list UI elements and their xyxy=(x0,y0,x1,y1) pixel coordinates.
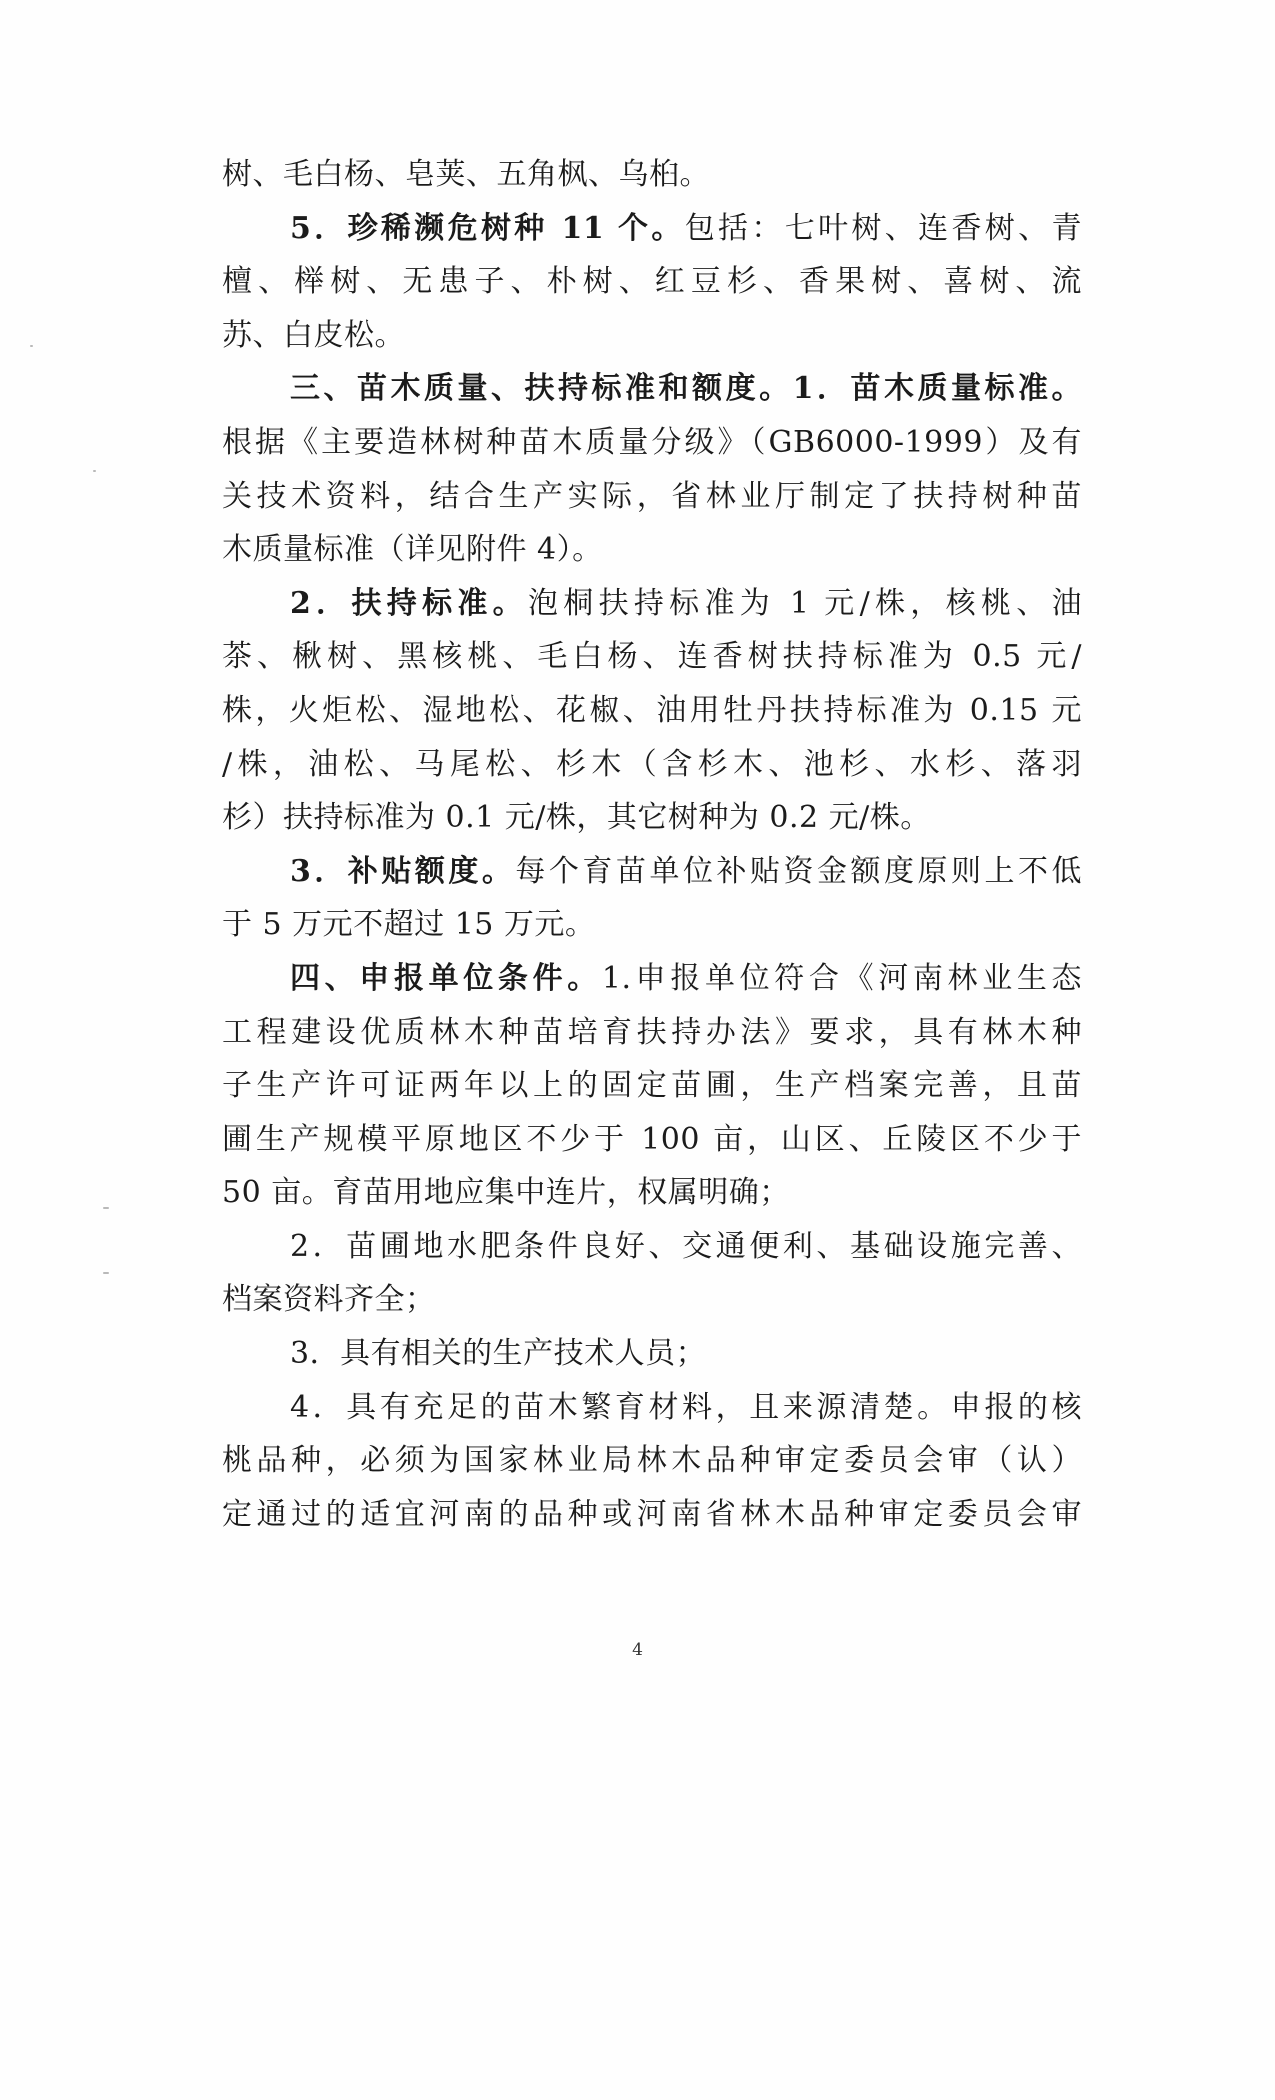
text-line xyxy=(222,202,1082,256)
bold-heading: 5．珍稀濒危树种 11 个。 xyxy=(290,210,685,246)
line-text: 每个育苗单位补贴资金额度原则上不低 xyxy=(515,853,1082,889)
text-line xyxy=(222,1434,1082,1488)
line-text: 1.申报单位符合《河南林业生态 xyxy=(601,960,1082,996)
text-line xyxy=(222,1488,1082,1542)
line-text: 檀、榉树、无患子、朴树、红豆杉、香果树、喜树、流 xyxy=(222,264,1082,300)
text-line xyxy=(222,684,1082,738)
bold-heading: 3．补贴额度。 xyxy=(290,853,516,889)
scan-speck xyxy=(30,345,33,347)
text-line xyxy=(222,738,1082,792)
line-text: 树、毛白杨、皂荚、五角枫、乌桕。 xyxy=(222,157,710,192)
line-text: 包括：七叶树、连香树、青 xyxy=(684,210,1082,246)
line-text: 圃生产规模平原地区不少于 100 亩，山区、丘陵区不少于 xyxy=(222,1121,1082,1157)
text-line xyxy=(222,309,1082,363)
line-text: 2．苗圃地水肥条件良好、交通便利、基础设施完善、 xyxy=(290,1228,1082,1264)
text-line xyxy=(222,416,1082,470)
line-text: 50 亩。育苗用地应集中连片，权属明确； xyxy=(222,1175,790,1211)
line-text: 桃品种，必须为国家林业局林木品种审定委员会审（认） xyxy=(222,1443,1082,1479)
scan-speck xyxy=(103,1272,109,1274)
text-line xyxy=(222,1166,1082,1220)
text-line xyxy=(222,791,1082,845)
line-text: 4．具有充足的苗木繁育材料，且来源清楚。申报的核 xyxy=(290,1389,1082,1425)
scan-speck xyxy=(103,1207,109,1209)
text-line xyxy=(222,470,1082,524)
line-text: 根据《主要造林树种苗木质量分级》（GB6000-1999）及有 xyxy=(222,424,1082,460)
document-body xyxy=(222,148,1082,1541)
line-text: 3．具有相关的生产技术人员； xyxy=(290,1336,707,1372)
text-line xyxy=(222,1059,1082,1113)
line-text: 工程建设优质林木种苗培育扶持办法》要求，具有林木种 xyxy=(222,1014,1082,1050)
line-text: 杉）扶持标准为 0.1 元/株，其它树种为 0.2 元/株。 xyxy=(222,800,931,836)
line-text: 泡桐扶持标准为 1 元/株，核桃、油 xyxy=(527,585,1082,621)
text-line xyxy=(222,577,1082,631)
line-text: 于 5 万元不超过 15 万元。 xyxy=(222,907,596,943)
line-text: 苏、白皮松。 xyxy=(222,317,405,353)
text-line xyxy=(222,1220,1082,1274)
line-text: 定通过的适宜河南的品种或河南省林木品种审定委员会审 xyxy=(222,1496,1082,1532)
bold-heading: 2．扶持标准。 xyxy=(290,585,528,621)
text-line xyxy=(222,898,1082,952)
text-line xyxy=(222,1327,1082,1381)
line-text: 关技术资料，结合生产实际，省林业厅制定了扶持树种苗 xyxy=(222,478,1082,514)
line-text: 木质量标准（详见附件 4）。 xyxy=(222,532,603,568)
text-line xyxy=(222,952,1082,1006)
text-line xyxy=(222,1381,1082,1435)
text-line xyxy=(222,1273,1082,1327)
text-line xyxy=(222,630,1082,684)
bold-heading: 四、申报单位条件。 xyxy=(290,960,602,996)
line-text: 档案资料齐全； xyxy=(222,1282,436,1318)
text-line xyxy=(222,1113,1082,1167)
text-line xyxy=(222,255,1082,309)
text-line xyxy=(222,148,1082,202)
text-line xyxy=(222,1006,1082,1060)
page-number: 4 xyxy=(632,1640,643,1660)
line-text: 株，火炬松、湿地松、花椒、油用牡丹扶持标准为 0.15 元 xyxy=(222,692,1082,728)
text-line xyxy=(222,845,1082,899)
bold-heading: 三、苗木质量、扶持标准和额度。1．苗木质量标准。 xyxy=(290,371,1082,407)
line-text: /株，油松、马尾松、杉木（含杉木、池杉、水杉、落羽 xyxy=(222,746,1082,782)
text-line xyxy=(222,523,1082,577)
line-text: 子生产许可证两年以上的固定苗圃，生产档案完善，且苗 xyxy=(222,1068,1082,1104)
line-text: 茶、楸树、黑核桃、毛白杨、连香树扶持标准为 0.5 元/ xyxy=(222,639,1082,675)
scan-speck xyxy=(93,470,96,472)
text-line xyxy=(222,362,1082,416)
